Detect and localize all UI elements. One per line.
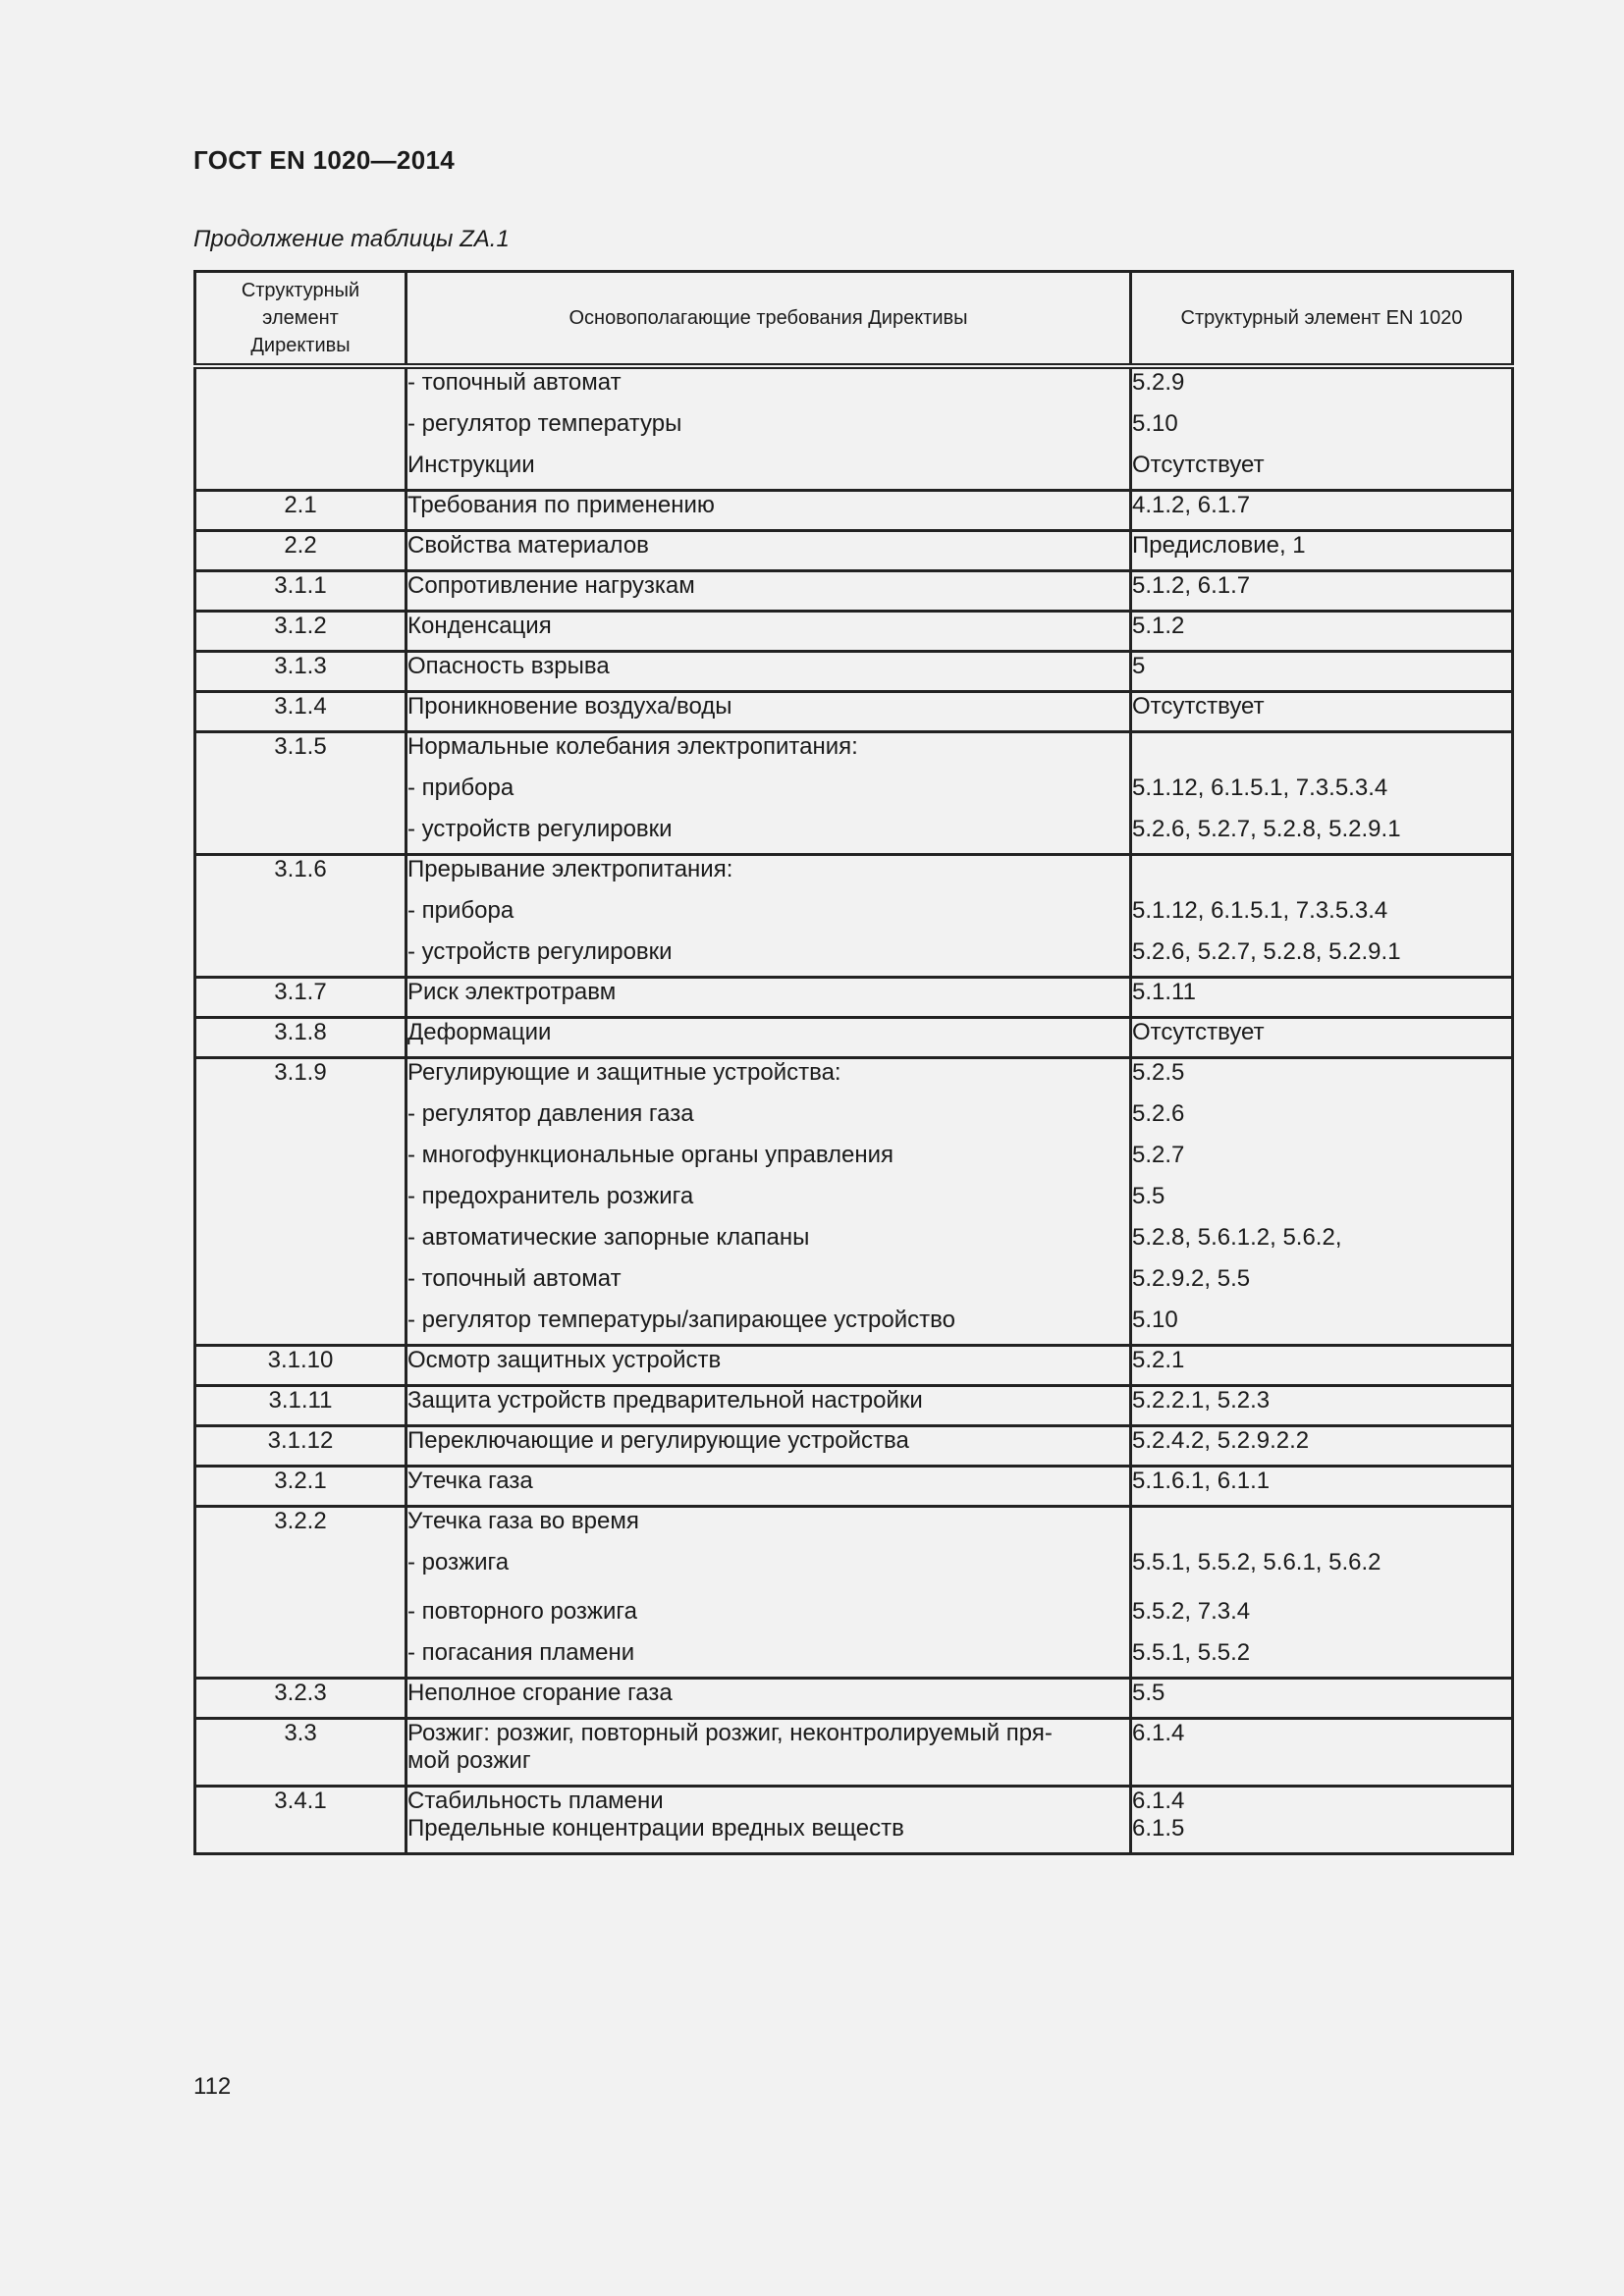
table-row <box>195 1719 1513 1787</box>
row-requirement: Переключающие и регулирующие устройства <box>406 1426 1131 1467</box>
requirement-line: - прибора <box>407 897 514 924</box>
row-requirement: Сопротивление нагрузкам <box>406 571 1131 612</box>
row-requirement: Риск электротравм <box>406 978 1131 1018</box>
reference-line: 5.10 <box>1132 410 1178 437</box>
row-reference: 5 <box>1131 652 1513 692</box>
requirement-line: - автоматические запорные клапаны <box>407 1224 810 1251</box>
reference-line: 5.2.9 <box>1132 369 1185 396</box>
requirement-line: - топочный автомат <box>407 1265 622 1292</box>
table-row <box>195 612 1513 652</box>
row-reference <box>1131 1787 1513 1854</box>
requirement-line: Утечка газа во время <box>407 1508 639 1534</box>
row-requirement <box>406 732 1131 855</box>
reference-line: 5.2.6 <box>1132 1100 1185 1127</box>
row-requirement: Требования по применению <box>406 491 1131 531</box>
requirement-line: - предохранитель розжига <box>407 1183 694 1209</box>
reference-line: 5.2.9.2, 5.5 <box>1132 1265 1251 1292</box>
row-requirement: Проникновение воздуха/воды <box>406 692 1131 732</box>
requirement-line: - погасания пламени <box>407 1639 635 1666</box>
row-id: 3.3 <box>195 1719 406 1787</box>
row-id: 3.2.3 <box>195 1679 406 1719</box>
row-id: 3.1.7 <box>195 978 406 1018</box>
requirement-line: Регулирующие и защитные устройства: <box>407 1059 841 1086</box>
column-header-directive-element <box>195 272 406 367</box>
table-row <box>195 1787 1513 1854</box>
reference-line: 5.1.12, 6.1.5.1, 7.3.5.3.4 <box>1132 897 1388 924</box>
reference-line: 5.5.1, 5.5.2 <box>1132 1639 1251 1666</box>
reference-line: 5.2.5 <box>1132 1059 1185 1086</box>
row-reference: 6.1.4 <box>1131 1719 1513 1787</box>
row-id: 2.1 <box>195 491 406 531</box>
row-requirement: Свойства материалов <box>406 531 1131 571</box>
row-id: 3.1.9 <box>195 1058 406 1346</box>
requirement-line: мой розжиг <box>407 1747 531 1774</box>
table-row <box>195 1018 1513 1058</box>
row-id: 3.1.11 <box>195 1386 406 1426</box>
row-requirement: Осмотр защитных устройств <box>406 1346 1131 1386</box>
reference-line <box>1132 733 1511 774</box>
requirement-line: Предельные концентрации вредных веществ <box>407 1815 904 1842</box>
requirement-line: - многофункциональные органы управления <box>407 1142 894 1168</box>
table-row <box>195 1426 1513 1467</box>
row-requirement: Неполное сгорание газа <box>406 1679 1131 1719</box>
table-row <box>195 1679 1513 1719</box>
table-row <box>195 732 1513 855</box>
requirement-line: - розжига <box>407 1549 510 1575</box>
row-requirement <box>406 1507 1131 1679</box>
reference-line: 5.5 <box>1132 1183 1165 1209</box>
row-id: 3.4.1 <box>195 1787 406 1854</box>
document-title: ГОСТ EN 1020—2014 <box>193 145 455 175</box>
requirement-line: - устройств регулировки <box>407 816 673 842</box>
table-row <box>195 571 1513 612</box>
header-line: элемент <box>262 307 339 329</box>
row-requirement: Утечка газа <box>406 1467 1131 1507</box>
row-id: 3.1.5 <box>195 732 406 855</box>
reference-line: 5.10 <box>1132 1307 1178 1333</box>
table-row <box>195 1058 1513 1346</box>
row-requirement <box>406 366 1131 491</box>
page-number: 112 <box>193 2073 232 2100</box>
row-reference: Отсутствует <box>1131 1018 1513 1058</box>
row-requirement: Опасность взрыва <box>406 652 1131 692</box>
requirement-line: Стабильность пламени <box>407 1788 664 1814</box>
row-requirement <box>406 1719 1131 1787</box>
row-reference <box>1131 1058 1513 1346</box>
table-caption: Продолжение таблицы ZA.1 <box>193 226 510 252</box>
row-requirement <box>406 855 1131 978</box>
reference-line <box>1132 1508 1511 1549</box>
row-requirement: Конденсация <box>406 612 1131 652</box>
requirement-line: - регулятор температуры/запирающее устройство <box>407 1307 955 1333</box>
requirement-line: - устройств регулировки <box>407 938 673 965</box>
row-reference: Отсутствует <box>1131 692 1513 732</box>
requirement-line: Инструкции <box>407 452 535 478</box>
requirement-line: - повторного розжига <box>407 1598 637 1625</box>
requirement-line: Прерывание электропитания: <box>407 856 733 882</box>
reference-line: 5.2.7 <box>1132 1142 1185 1168</box>
row-requirement: Деформации <box>406 1018 1131 1058</box>
row-reference: 5.1.2, 6.1.7 <box>1131 571 1513 612</box>
row-reference: Предисловие, 1 <box>1131 531 1513 571</box>
reference-line: 5.2.8, 5.6.1.2, 5.6.2, <box>1132 1224 1342 1251</box>
row-id: 3.1.6 <box>195 855 406 978</box>
header-line: Директивы <box>250 335 351 356</box>
table-row <box>195 366 1513 491</box>
reference-line <box>1132 856 1511 897</box>
reference-line: 6.1.5 <box>1132 1815 1185 1842</box>
row-reference <box>1131 855 1513 978</box>
table-row <box>195 692 1513 732</box>
row-id: 3.2.1 <box>195 1467 406 1507</box>
table-row <box>195 1467 1513 1507</box>
row-requirement: Защита устройств предварительной настройки <box>406 1386 1131 1426</box>
reference-line: 5.2.6, 5.2.7, 5.2.8, 5.2.9.1 <box>1132 816 1401 842</box>
row-id: 3.1.2 <box>195 612 406 652</box>
row-id: 2.2 <box>195 531 406 571</box>
table-row <box>195 652 1513 692</box>
reference-line: 5.5.1, 5.5.2, 5.6.1, 5.6.2 <box>1132 1549 1381 1575</box>
requirement-line: - регулятор температуры <box>407 410 682 437</box>
column-header-requirements: Основополагающие требования Директивы <box>406 272 1131 367</box>
table-row <box>195 855 1513 978</box>
reference-line: 5.2.6, 5.2.7, 5.2.8, 5.2.9.1 <box>1132 938 1401 965</box>
reference-line: Отсутствует <box>1132 452 1265 478</box>
row-id: 3.2.2 <box>195 1507 406 1679</box>
reference-line: 6.1.4 <box>1132 1788 1185 1814</box>
requirement-line: - топочный автомат <box>407 369 622 396</box>
row-reference: 5.2.2.1, 5.2.3 <box>1131 1386 1513 1426</box>
requirement-line: - регулятор давления газа <box>407 1100 694 1127</box>
row-reference <box>1131 1507 1513 1679</box>
table-row <box>195 1346 1513 1386</box>
row-id: 3.1.10 <box>195 1346 406 1386</box>
row-reference <box>1131 732 1513 855</box>
reference-line: 5.5.2, 7.3.4 <box>1132 1598 1251 1625</box>
header-line: Структурный <box>241 280 360 301</box>
table-row <box>195 491 1513 531</box>
row-reference: 5.2.1 <box>1131 1346 1513 1386</box>
row-reference: 5.1.11 <box>1131 978 1513 1018</box>
row-requirement <box>406 1787 1131 1854</box>
table-row <box>195 978 1513 1018</box>
row-reference: 5.1.2 <box>1131 612 1513 652</box>
row-id: 3.1.3 <box>195 652 406 692</box>
row-requirement <box>406 1058 1131 1346</box>
row-id: 3.1.12 <box>195 1426 406 1467</box>
requirement-line: Нормальные колебания электропитания: <box>407 733 858 760</box>
column-header-en-element: Структурный элемент EN 1020 <box>1131 272 1513 367</box>
reference-line: 5.1.12, 6.1.5.1, 7.3.5.3.4 <box>1132 774 1388 801</box>
requirement-line: - прибора <box>407 774 514 801</box>
row-reference: 5.5 <box>1131 1679 1513 1719</box>
row-reference: 5.1.6.1, 6.1.1 <box>1131 1467 1513 1507</box>
table-row <box>195 1507 1513 1679</box>
requirements-table <box>193 270 1514 1855</box>
row-reference: 5.2.4.2, 5.2.9.2.2 <box>1131 1426 1513 1467</box>
requirement-line: Розжиг: розжиг, повторный розжиг, неконтролируемый пря- <box>407 1720 1053 1746</box>
row-id: 3.1.8 <box>195 1018 406 1058</box>
row-id <box>195 366 406 491</box>
row-id: 3.1.1 <box>195 571 406 612</box>
row-reference <box>1131 366 1513 491</box>
table-row <box>195 1386 1513 1426</box>
table-row <box>195 531 1513 571</box>
table-header-row <box>195 272 1513 367</box>
row-id: 3.1.4 <box>195 692 406 732</box>
row-reference: 4.1.2, 6.1.7 <box>1131 491 1513 531</box>
